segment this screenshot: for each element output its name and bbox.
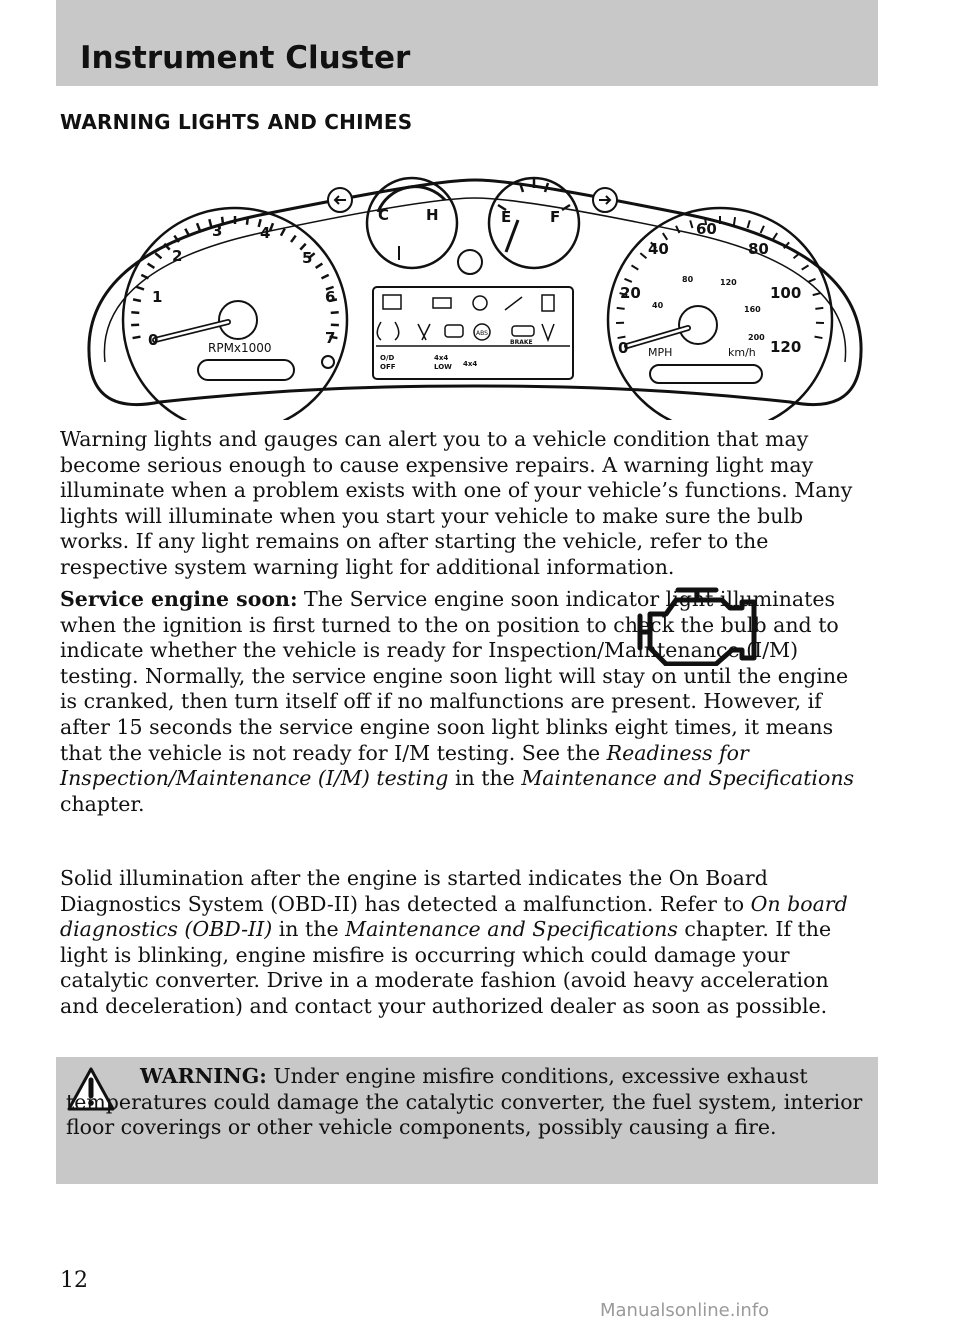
page-number: 12	[60, 1268, 88, 1293]
tach-label: RPMx1000	[208, 341, 272, 355]
tach-tick-6: 6	[325, 288, 336, 306]
speed-mph-20: 20	[620, 284, 641, 302]
speed-mph-40: 40	[648, 240, 669, 258]
warning-label: WARNING:	[140, 1064, 267, 1088]
speed-tick-mark	[748, 220, 750, 228]
speed-mph-120: 120	[770, 338, 802, 356]
lamp-4x4low-label-1: 4x4	[434, 354, 449, 362]
tach-tick-mark	[331, 312, 339, 313]
speed-tick-mark	[734, 217, 735, 225]
tach-tick-3: 3	[212, 222, 223, 240]
fuel-e-label: E	[501, 208, 512, 226]
service-engine-body: The Service engine soon indicator light illuminates when the ignition is first turned to the on position to check the bulb and to indicate whether the vehicle is ready for Inspection/Maintenance (I/M) testing. Normally, the service engine soon light will stay on until the engine is cranked, then turn itself off if no malfunctions are present. However, if after 15 seconds the service engine soon light blinks eight times, it means that the vehicle is not ready for I/M testing. See the	[60, 587, 849, 765]
tach-tick-1: 1	[152, 288, 163, 306]
tach-tick-0: 0	[148, 331, 159, 349]
speed-kmh-120: 120	[720, 278, 737, 287]
mph-label: MPH	[648, 346, 673, 359]
lamp-4x4low-label-2: LOW	[434, 363, 452, 371]
fuel-f-label: F	[550, 208, 561, 226]
speed-kmh-200: 200	[748, 333, 765, 342]
temp-c-label: C	[378, 206, 390, 224]
tach-tick-5: 5	[302, 249, 313, 267]
speed-tick-mark	[617, 308, 625, 309]
warning-body: Under engine misfire conditions, excessive exhaust temperatures could damage the catalytic converter, the fuel system, interior floor coverings or other vehicle components, possibly causing a fire.	[66, 1064, 863, 1140]
page-header-title: Instrument Cluster	[80, 40, 411, 76]
service-engine-mid: in the	[448, 766, 522, 791]
temp-h-label: H	[426, 206, 439, 224]
tach-tick-mark	[247, 217, 248, 225]
solid-ref-obd: On board diagnostics (OBD-II)	[60, 891, 848, 942]
speed-mph-60: 60	[696, 220, 717, 238]
tach-tick-mark	[185, 229, 189, 236]
solid-illumination-paragraph	[60, 866, 860, 1020]
tach-tick-2: 2	[172, 247, 183, 265]
intro-paragraph: Warning lights and gauges can alert you to a vehicle condition that may become serious enough to cause expensive repairs. A warning light may illuminate when a problem exists with one of your vehicle’s functions. Many lights will illuminate when you start your vehicle to make sure the bulb works. If any light remains on after starting the vehicle, refer to the respective system warning light for additional information.	[60, 427, 853, 579]
lamp-4x4-label: 4x4	[463, 360, 478, 368]
service-engine-end: chapter.	[60, 791, 145, 816]
speed-kmh-160: 160	[744, 305, 761, 314]
warning-text	[66, 1064, 866, 1141]
lamp-abs-label: ABS	[476, 330, 488, 337]
speed-mph-80: 80	[748, 240, 769, 258]
speed-tick-mark	[815, 308, 823, 309]
solid-end: chapter. If the light is blinking, engine misfire is occurring which could damage your catalytic converter. Drive in a moderate fashion (avoid heavy acceleration and deceleration) and contact your authorized dealer as soon as possible.	[60, 917, 832, 1018]
speed-kmh-80: 80	[682, 275, 694, 284]
tach-tick-mark	[133, 299, 141, 301]
service-engine-paragraph	[60, 587, 860, 817]
speed-tick-mark	[815, 337, 823, 338]
service-engine-ref-chapter: Maintenance and Specifications	[521, 766, 855, 791]
speed-tick-mark	[761, 226, 764, 233]
section-title: WARNING LIGHTS AND CHIMES	[60, 110, 413, 134]
speed-tick-mark	[618, 337, 626, 338]
solid-mid: in the	[272, 917, 346, 942]
speed-mph-100: 100	[770, 284, 802, 302]
tach-tick-mark	[131, 312, 139, 313]
instrument-cluster-illustration	[60, 150, 890, 420]
kmh-label: km/h	[728, 346, 756, 359]
solid-ref-chapter: Maintenance and Specifications	[345, 917, 678, 942]
lamp-od-label-1: O/D	[380, 354, 395, 362]
tach-tick-4: 4	[260, 224, 271, 242]
service-engine-lead: Service engine soon:	[60, 587, 298, 611]
service-engine-ref-im: Readiness for Inspection/Maintenance (I/M) testing	[60, 740, 749, 791]
lamp-brake-label: BRAKE	[510, 339, 533, 346]
speed-mph-0: 0	[618, 339, 629, 357]
lamp-od-label-2: OFF	[380, 363, 396, 371]
tach-tick-mark	[133, 337, 141, 338]
speed-tick-mark	[773, 233, 777, 240]
speed-kmh-40: 40	[652, 301, 664, 310]
tach-tick-mark	[209, 219, 211, 227]
tach-tick-7: 7	[325, 329, 336, 347]
footer-watermark: Manualsonline.info	[600, 1300, 770, 1321]
tach-tick-mark	[197, 223, 200, 230]
solid-text-a: Solid illumination after the engine is started indicates the On Board Diagnostics System (OBD-II) has detected a malfunction. Refer to	[60, 866, 768, 916]
